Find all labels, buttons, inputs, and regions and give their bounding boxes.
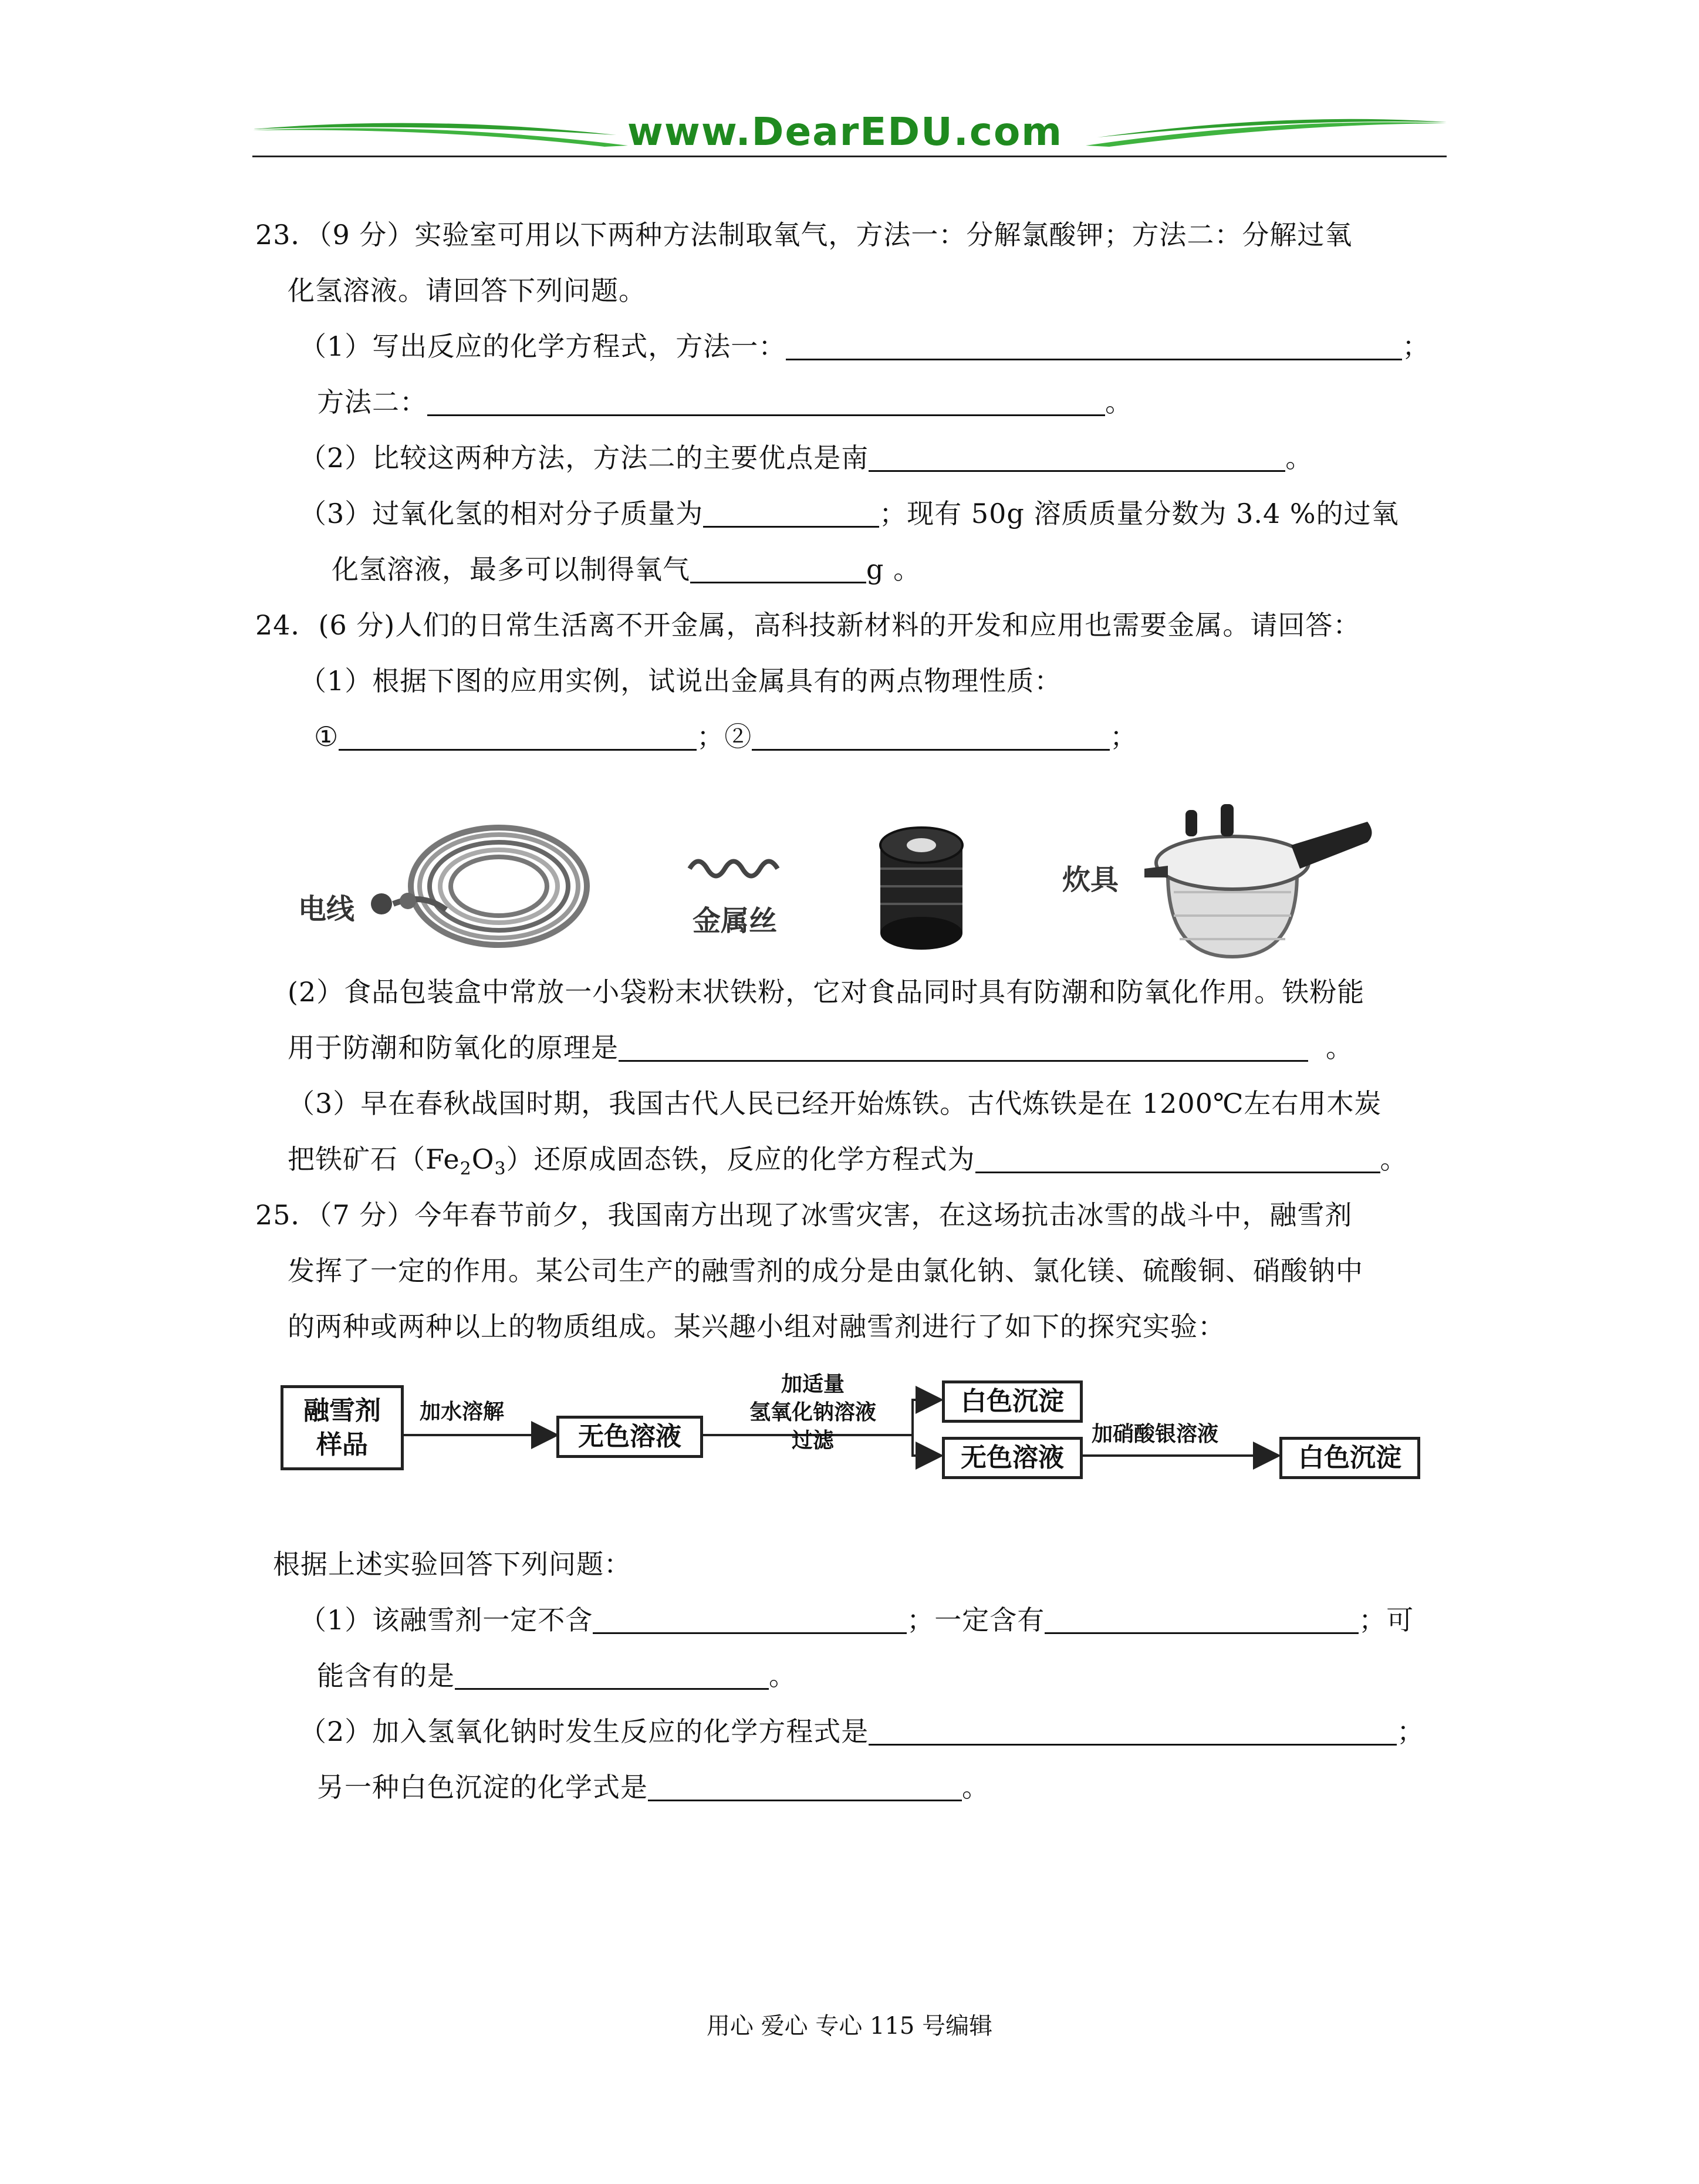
flow-box-sample — [281, 1385, 404, 1470]
q24-part3-text-a: 把铁矿石（Fe — [288, 1143, 460, 1175]
q24-part3-text-b: ）还原成固态铁，反应的化学方程式为 — [506, 1143, 975, 1175]
q25-stem-line1: 25．（7 分）今年春节前夕，我国南方出现了冰雪灾害，在这场抗击冰雪的战斗中，融雪剂 — [255, 1199, 1353, 1231]
q25-part2-b-end: 。 — [962, 1771, 989, 1803]
q25-part2-end: ； — [1397, 1716, 1425, 1747]
q24-stem: 24．(6 分)人们的日常生活离不开金属，高科技新材料的开发和应用也需要金属。请回答： — [255, 609, 1361, 641]
wire-picture-label: 电线 — [298, 893, 355, 926]
q23-stem-line1: 23．（9 分）实验室可用以下两种方法制取氧气，方法一：分解氯酸钾；方法二：分解过氧 — [255, 219, 1353, 251]
q25-stem-line3: 的两种或两种以上的物质组成。某兴趣小组对融雪剂进行了如下的探究实验： — [288, 1311, 1225, 1342]
q25-part2-line2 — [317, 1770, 989, 1805]
q25-stem-line2: 发挥了一定的作用。某公司生产的融雪剂的成分是由氯化钠、氯化镁、硫酸铜、硝酸钠中 — [288, 1255, 1363, 1287]
q24-part1-text: （1）根据下图的应用实例，试说出金属具有的两点物理性质： — [299, 665, 1062, 697]
q24-part3-line1: （3）早在春秋战国时期，我国古代人民已经开始炼铁。古代炼铁是在 1200℃左右用木炭 — [288, 1088, 1382, 1119]
q25-part1-text-d: 能含有的是 — [317, 1660, 455, 1692]
q23-part1b-text: 方法二： — [317, 386, 427, 418]
q23-part3-text-b: ；现有 50g 溶质质量分数为 3.4 %的过氧 — [879, 498, 1399, 529]
q25-part1-text-b: ；一定含有 — [907, 1604, 1045, 1636]
q24-part3-end: 。 — [1380, 1143, 1408, 1175]
q24-choice-separator: ； — [697, 721, 725, 752]
q23-part1-end: ； — [1402, 330, 1430, 362]
q25-part1-text-c: ；可 — [1359, 1604, 1414, 1636]
flow-sample-line2: 样品 — [316, 1429, 368, 1460]
q25-lead: 根据上述实验回答下列问题： — [273, 1548, 631, 1580]
site-name: www.DearEDU.com — [627, 109, 1063, 154]
q25-answer-blank-must-contain[interactable] — [1045, 1605, 1359, 1634]
flow-step-add-silver-nitrate: 加硝酸银溶液 — [1092, 1422, 1219, 1446]
q24-part2-text: 用于防潮和防氧化的原理是 — [288, 1032, 619, 1064]
q24-part3-subscript-2: 2 — [460, 1159, 472, 1179]
q25-answer-blank-precipitate-formula[interactable] — [648, 1773, 962, 1801]
q24-part3-subscript-3: 3 — [494, 1159, 506, 1179]
q25-answer-blank-not-contain[interactable] — [593, 1605, 907, 1634]
q23-part2-end: 。 — [1285, 442, 1313, 474]
page-footer: 用心 爱心 专心 115 号编辑 — [706, 2013, 993, 2040]
q23-part1-text: （1）写出反应的化学方程式，方法一： — [299, 330, 786, 362]
q24-choice1-mark: ① — [314, 721, 339, 752]
q23-part1b-end: 。 — [1105, 386, 1133, 418]
q25-part1-line2 — [317, 1658, 796, 1693]
q24-choice2-mark: ② — [724, 721, 752, 752]
q23-part3-text-c: 化氢溶液，最多可以制得氧气 — [332, 553, 690, 585]
q25-answer-blank-naoh-equation[interactable] — [869, 1717, 1397, 1746]
q23-part2-text: （2）比较这两种方法，方法二的主要优点是南 — [299, 442, 869, 474]
flow-sample-line1: 融雪剂 — [303, 1395, 381, 1426]
q24-part2-line1: (2）食品包装盒中常放一小袋粉末状铁粉，它对食品同时具有防潮和防氧化作用。铁粉能 — [288, 976, 1365, 1008]
flow-step2-line3: 过滤 — [791, 1429, 834, 1453]
q23-stem-line2: 化氢溶液。请回答下列问题。 — [288, 275, 646, 306]
q25-part1-text-a: （1）该融雪剂一定不含 — [299, 1604, 593, 1636]
flow-step2-line1: 加适量 — [781, 1372, 845, 1396]
q25-part1-end: 。 — [769, 1660, 796, 1692]
flow-step-dissolve: 加水溶解 — [420, 1400, 505, 1424]
metal-wire-picture-label: 金属丝 — [693, 904, 778, 937]
flow-box-solution1: 无色溶液 — [556, 1416, 703, 1458]
q25-part1-line1 — [299, 1602, 1414, 1638]
q23-part3-text-a: （3）过氧化氢的相对分子质量为 — [299, 498, 704, 529]
flow-box-precipitate1: 白色沉淀 — [942, 1380, 1083, 1423]
q24-part3-text-o: O — [471, 1143, 495, 1175]
q24-choice2-end: ； — [1110, 721, 1138, 752]
flow-step2-line2: 氢氧化钠溶液 — [749, 1400, 876, 1425]
flow-box-precipitate2: 白色沉淀 — [1279, 1437, 1420, 1479]
q25-answer-blank-may-contain[interactable] — [455, 1661, 769, 1690]
flow-box-solution2: 无色溶液 — [942, 1437, 1083, 1479]
flow-step-add-naoh — [737, 1371, 889, 1455]
q25-part2-line1 — [299, 1714, 1424, 1749]
q25-part2-text-b: 另一种白色沉淀的化学式是 — [317, 1771, 648, 1803]
q23-part3-text-d: g 。 — [866, 553, 921, 585]
q24-part2-end: 。 — [1326, 1032, 1353, 1064]
cookware-picture-label: 炊具 — [1062, 863, 1119, 896]
q25-part2-text-a: （2）加入氢氧化钠时发生反应的化学方程式是 — [299, 1716, 869, 1747]
